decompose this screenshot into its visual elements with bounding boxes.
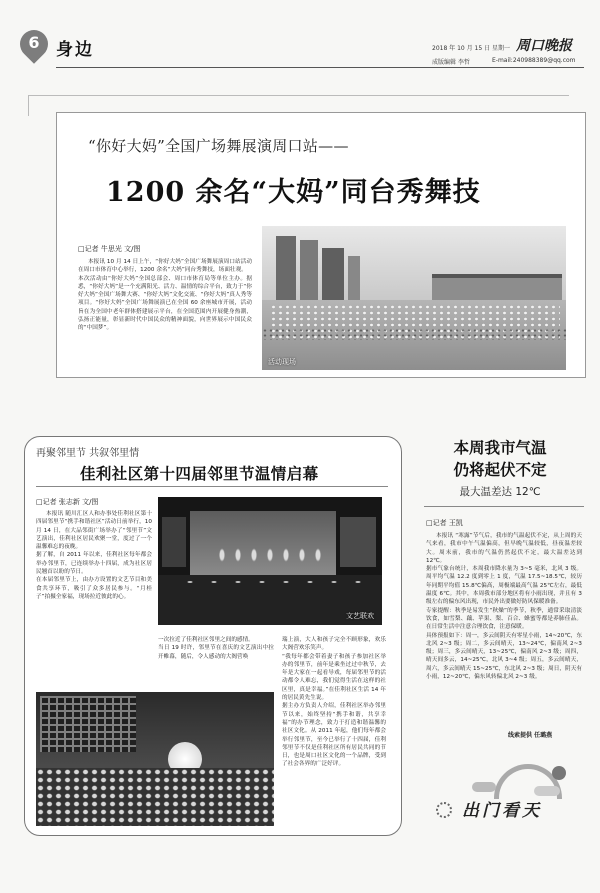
header-rule xyxy=(56,67,584,68)
stage-side-screen xyxy=(340,517,376,567)
editor-line: 成版编辑 李哲 xyxy=(432,59,470,66)
stage-side-screen xyxy=(162,517,186,567)
flower-icon xyxy=(436,802,452,818)
story2-byline: □记者 张志新 文/图 xyxy=(36,498,99,506)
story1-body: 本报讯 10 月 14 日上午，“你好大妈”全国广场舞展演周口站活动在周口市体育中心举行，1200 余名“大妈”同台秀舞技，场面壮观。 本次活动由“你好大妈”全国总部会、周口市体育局等单位主办。据悉，“你好大妈”是一个充满阳光、活力、温情的综合平台，致力于“你好大妈”全国广场舞大赛、“你好大妈”文化交流、“你好大妈”真人秀等项目。“你好大妈”全国广场舞展演已在全国 60 余座城市开展，活动旨在为全国中老年群体搭建展示平台，在全国范围内开展健身热潮，弘扬正能量，彰显新时代中国民众的精神面貌，向世界展示中国民众的“中国梦”。 xyxy=(78,259,252,332)
story2-kicker: 再聚邻里节 共叙邻里情 xyxy=(36,448,140,459)
photo-tower xyxy=(276,236,296,300)
story2-col3: 瑞上演，大人和孩子完全不顾形象，欢乐大阁营欢乐笑声。 “我每年都会带着妻子和孩子参加社区举办的邻里节，前年是乘坐过过中秋节，去年是大家在一起看导戏，每届邻里节的活动都令人难忘，我们觉得生活在这样的社区里，真是幸福。”在佳利社区生活 14 年的居民黄先生说。 据主办方负责人介绍，佳利社区举办邻里节以来，始终坚持“携手和谐，共享幸福”的办节理念，致力于打造和谐温馨的社区文化。从 2011 年起，他们每年都会举行邻里节，至今已举行了十四届，佳利邻里节不仅是佳利社区所有居民共同的节日，也是周口社区文化的一个品牌，受到了社会各界的广泛好评。 xyxy=(282,637,386,768)
story2-banquet-photo xyxy=(36,692,274,826)
story1-photo-caption: 活动现场 xyxy=(268,358,296,366)
paper-logo: 周口晚报 xyxy=(516,38,572,54)
story3-rule xyxy=(424,506,584,507)
sun-icon xyxy=(552,766,566,780)
story3-source: 线索提供 任璐燕 xyxy=(508,732,553,739)
cloud-icon xyxy=(534,786,560,796)
story1-kicker: “你好大妈”全国广场舞展演周口站—— xyxy=(88,137,349,155)
story1-byline: □记者 牛思光 文/图 xyxy=(78,245,141,253)
story2-col1: 本报讯 随川汇区人和办事处佳利社区第十四届邻里节“携手和谐社区”活动日前举行，10 月 14 日，在大品邻街广场举办了“邻里节”文艺演出，佳利社区居民欢聚一堂，度过了一个温馨难忘的夜晚。 据了解，自 2011 年以来，佳利社区每年都会举办邻里节，已连续举办十四届，成为社区居民翘首以盼的节日。 在本届邻里节上，由办方设置的文艺节目和美食共享环节，吸引了众多居民参与。“月桂子”拍摄全家福，现场拉近彼此的心。 xyxy=(36,511,152,600)
story2-stage-photo xyxy=(158,497,382,625)
photo-tower xyxy=(300,240,318,300)
banquet-building xyxy=(40,696,136,752)
issue-date: 2018 年 10 月 15 日 星期一 xyxy=(432,45,510,52)
story3-body: 本报讯 “寒露”节气后，我市的气温起伏不定，从上周的天气来看，我市中午气温偏高，但早晚气温较低，昼夜温差较大。周末前，我市的气温仍然起伏不定，最大温差达到 12℃。 据市气象台统计，本周我市降水量为 3~5 毫米，北风 3 级。周平均气温 12.2 度到零上 1 度，气温 17.5~18.5℃，较历年同期平均值 15.8℃偏高，周极端最高气温 25℃左右，最低温度 6℃。其中，本周我市部分地区将有小雨出现，并且有 3 级左右的偏东风出现，市民外出要做好防风保暖准备。 专家提醒：秋季是易发生“秋燥”的季节，秋季，通常采取清淡饮食，如雪梨、藕、苹果、梨、百合、蜂蜜等都是养肺佳品。在日常生活中注意合理饮食，注意保暖。 具体预报如下：周一，多云间阴天有零星小雨，14~20℃，东北风 2~3 级；周二，多云间晴天，13~24℃，偏南风 2~3 级；周三，多云间晴天，13~25℃，偏南风 2~3 级；周四，晴天间多云，14~25℃，北风 3~4 级；周五，多云间晴天，周六，多云间晴天 15~25℃，东北风 2~3 级；周日，阴天有小雨，12~20℃，偏东风转偏北风 2~3 级。 xyxy=(426,533,582,681)
photo-tower xyxy=(322,248,344,300)
weather-logo-text: 出门看天 xyxy=(462,801,542,821)
cloud-icon xyxy=(472,782,496,792)
story1-headline: 1200 余名“大妈”同台秀舞技 xyxy=(106,177,481,208)
story2-headline: 佳利社区第十四届邻里节温情启幕 xyxy=(80,465,319,483)
photo-tower xyxy=(348,256,360,300)
story1-photo xyxy=(262,226,566,370)
story3-headline-l2: 仍将起伏不定 xyxy=(453,461,547,479)
story1-panel-shadow xyxy=(28,95,569,116)
story3-subhead: 最大温差达 12℃ xyxy=(459,486,541,498)
weather-logo xyxy=(430,760,580,828)
page-number: 6 xyxy=(28,33,40,52)
stage-lights xyxy=(178,577,368,587)
section-title: 身边 xyxy=(56,40,94,60)
story2-col2: 一次拉近了佳利社区邻里之间的感情。 当日 19 时许，邻里节在喜庆的文艺演出中拉开帷幕，随后，令人感动的大阁营唤 xyxy=(158,637,274,660)
story2-rule xyxy=(36,486,388,487)
photo-dancers xyxy=(262,328,566,340)
editor-email: E-mail:240988389@qq.com xyxy=(492,57,576,64)
story3-byline: □记者 王凯 xyxy=(426,519,463,527)
banquet-crowd xyxy=(36,768,274,826)
story3-headline-l1: 本周我市气温 xyxy=(453,439,547,457)
stage-performers xyxy=(214,537,326,575)
story2-stage-caption: 文艺联欢 xyxy=(346,612,374,620)
